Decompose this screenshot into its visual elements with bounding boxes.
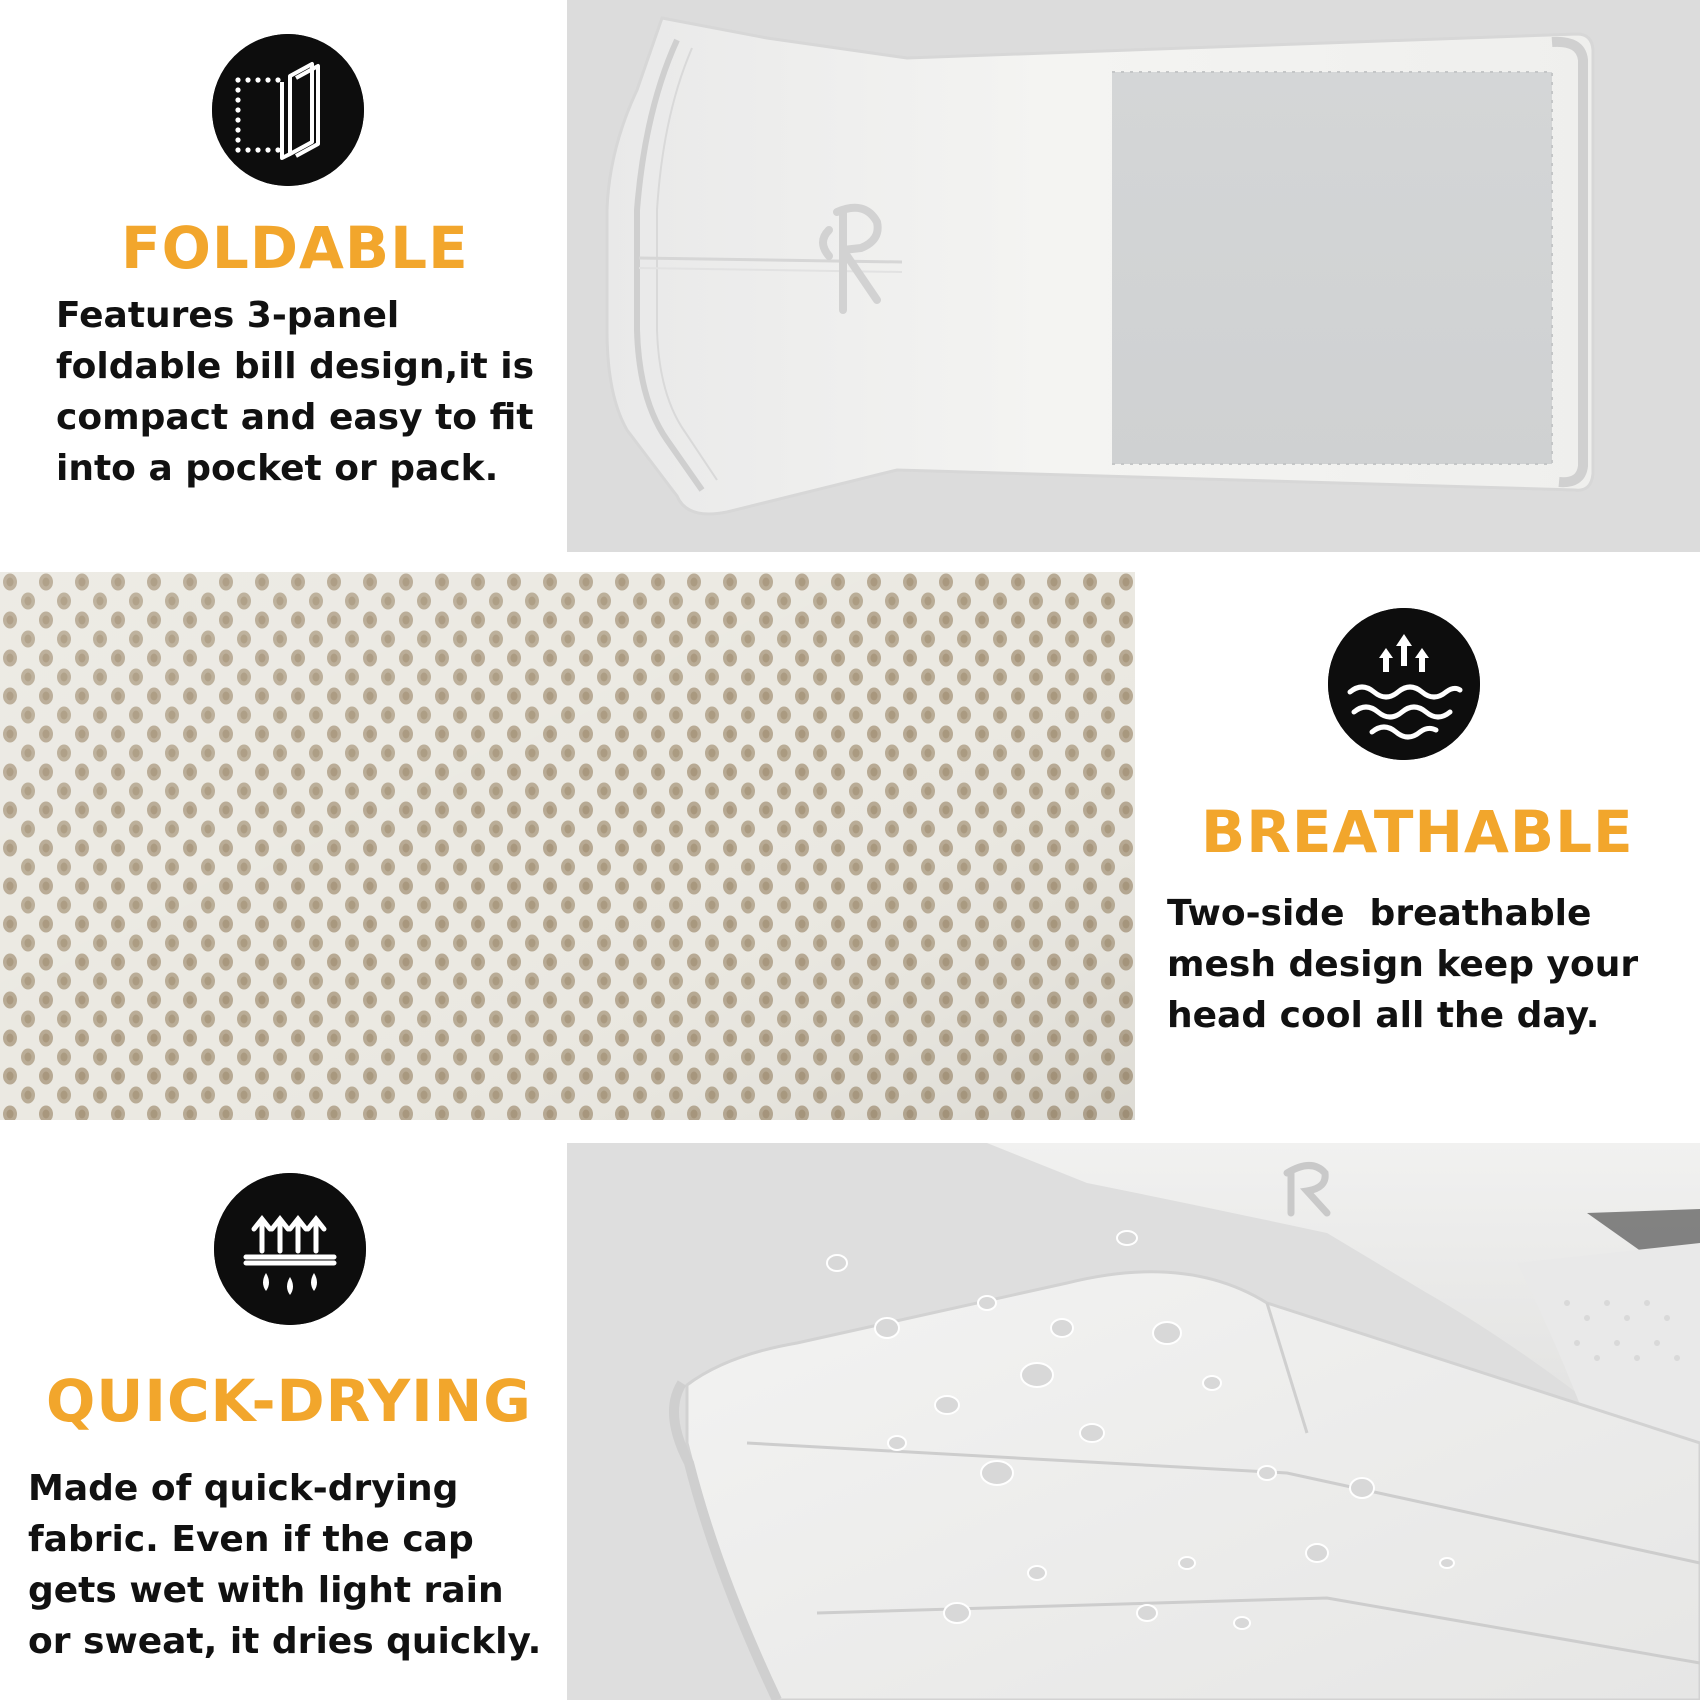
description-line: compact and easy to fit bbox=[56, 397, 534, 438]
description-line: Features 3-panel bbox=[56, 295, 400, 336]
foldable-description bbox=[56, 290, 534, 494]
description-line: fabric. Even if the cap bbox=[28, 1519, 474, 1560]
wet-cap-brim-photo bbox=[567, 1143, 1700, 1700]
description-line: gets wet with light rain bbox=[28, 1570, 504, 1611]
quick-drying-description bbox=[28, 1463, 541, 1667]
description-line: or sweat, it dries quickly. bbox=[28, 1621, 542, 1662]
quick-drying-text-panel bbox=[0, 1143, 567, 1700]
air-flow-icon bbox=[1328, 608, 1480, 760]
breathable-title: BREATHABLE bbox=[1201, 798, 1634, 866]
description-line: into a pocket or pack. bbox=[56, 448, 499, 489]
breathable-text-panel bbox=[1135, 572, 1700, 1120]
description-line: Made of quick-drying bbox=[28, 1468, 459, 1509]
foldable-text-panel bbox=[0, 0, 567, 552]
evaporation-icon bbox=[214, 1173, 366, 1325]
folded-cap-photo bbox=[567, 0, 1700, 552]
description-line: mesh design keep your bbox=[1167, 944, 1639, 985]
description-line: foldable bill design,it is bbox=[56, 346, 535, 387]
foldable-title: FOLDABLE bbox=[121, 214, 469, 282]
mesh-fabric-photo bbox=[0, 572, 1135, 1120]
breathable-description bbox=[1167, 888, 1638, 1041]
folded-panels-icon bbox=[212, 34, 364, 186]
quick-drying-title: QUICK-DRYING bbox=[46, 1367, 532, 1435]
description-line: head cool all the day. bbox=[1167, 995, 1600, 1036]
description-line: Two-side breathable bbox=[1167, 893, 1592, 934]
